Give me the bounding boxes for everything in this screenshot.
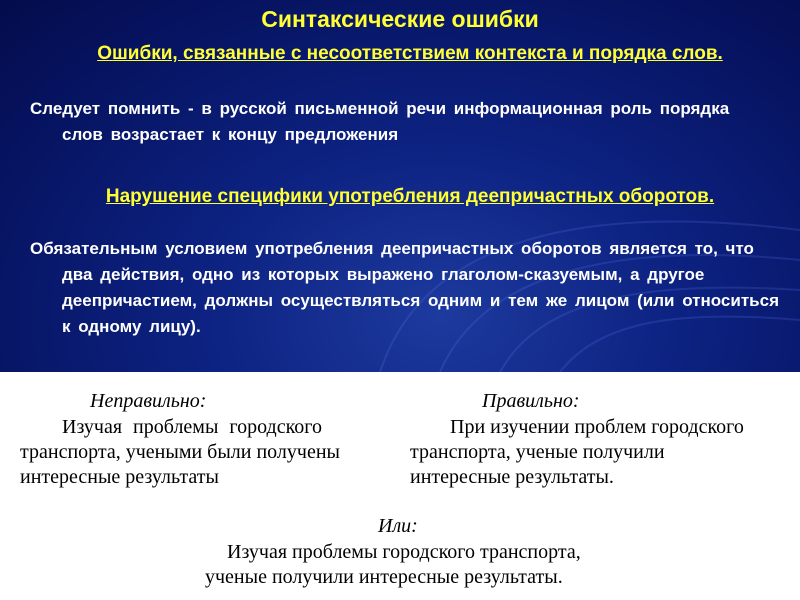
correct-example bbox=[410, 415, 795, 490]
incorrect-line-2: транспорта, учеными были получены bbox=[20, 441, 340, 463]
incorrect-example bbox=[20, 415, 400, 490]
alternative-line-1: Изучая проблемы городского транспорта, bbox=[227, 541, 581, 563]
correct-line-2: транспорта, ученые получили bbox=[410, 441, 665, 463]
section1-heading: Ошибки, связанные с несоответствием контекста и порядка слов. bbox=[97, 43, 723, 64]
alternative-example bbox=[205, 540, 665, 590]
section2-heading: Нарушение специфики употребления деепричастных оборотов. bbox=[105, 186, 715, 207]
alternative-label: Или: bbox=[378, 515, 418, 537]
section2-text bbox=[30, 236, 790, 340]
slide-title: Синтаксические ошибки bbox=[261, 6, 539, 32]
section1-text-content: Следует помнить - в русской письменной речи информационная роль порядка слов возрастает к концу предложения bbox=[30, 99, 730, 144]
section2-text-content: Обязательным условием употребления деепричастных оборотов является то, что два действия, одно из которых выражено глаголом-сказуемым, а другое деепричастием, должны осуществляться одним и тем же лицом (или относиться к одному лицу). bbox=[30, 239, 779, 336]
incorrect-label: Неправильно: bbox=[90, 390, 207, 412]
incorrect-line-1: Изучая проблемы городского bbox=[62, 416, 322, 438]
correct-line-1: При изучении проблем городского bbox=[450, 416, 744, 438]
incorrect-line-3: интересные результаты bbox=[20, 466, 219, 488]
correct-label: Правильно: bbox=[482, 390, 580, 412]
section1-text bbox=[30, 96, 770, 148]
alternative-line-2: ученые получили интересные результаты. bbox=[205, 566, 563, 588]
correct-line-3: интересные результаты. bbox=[410, 466, 614, 488]
